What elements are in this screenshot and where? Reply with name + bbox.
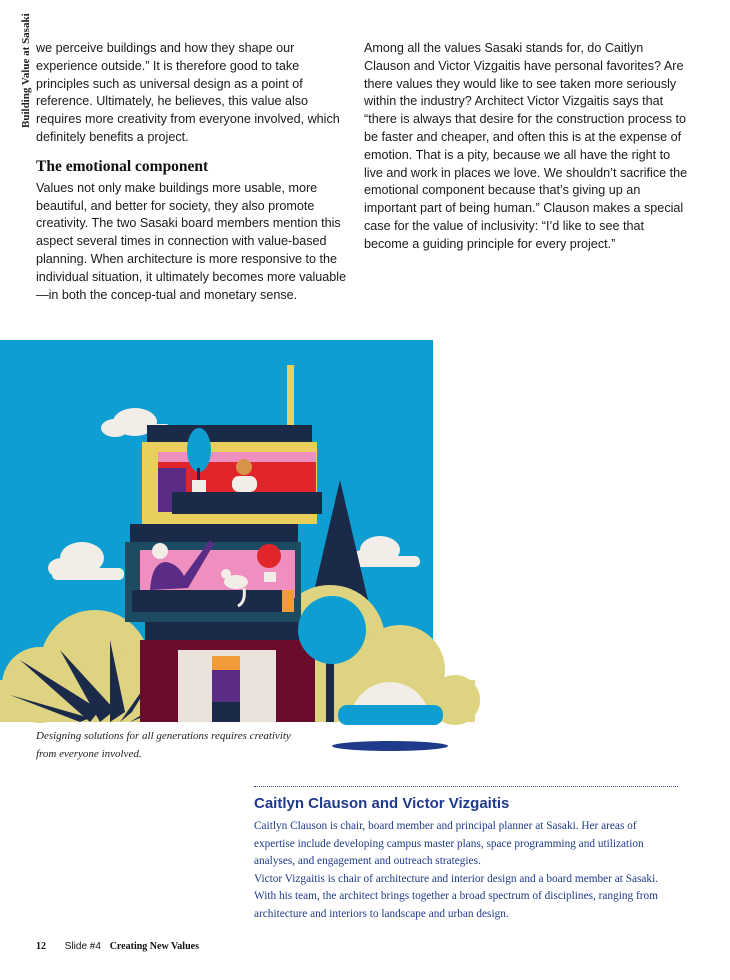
slide-label: Slide #4	[64, 941, 101, 952]
page-number: 12	[36, 941, 46, 952]
section-name: Creating New Values	[109, 941, 199, 952]
woman-icon	[152, 543, 168, 559]
illustration	[0, 340, 480, 755]
section-heading: The emotional component	[36, 157, 209, 175]
dotted-divider	[254, 786, 678, 787]
bio-paragraph-1: Caitlyn Clauson is chair, board member and principal planner at Sasaki. Her areas of expertise include developing campus master plans, space programming and utilization analyses, and engagement and outreach strategies.	[254, 820, 644, 868]
right-paragraph-1: Among all the values Sasaki stands for, do Caitlyn Clauson and Victor Vizgaitis have personal favorites? Are there values they would like to see taken more seriously within the industry? Architect Victor Vizgaitis says that “there is always that desire for the construction process to be faster and cheaper, and often this is at the expense of emotion. That is a pity, because we all have the right to live and work in places we love. We shouldn’t sacrifice the emotional component because that’s giving up an important part of being human.” Clauson makes a special case for the value of inclusivity: “I’d like to see that become a guiding principle for every project.”	[364, 41, 688, 251]
left-column	[36, 40, 354, 304]
bio-box	[254, 786, 678, 924]
blue-tree	[298, 596, 366, 664]
page-footer	[36, 941, 199, 952]
bio-paragraph-2: Victor Vizgaitis is chair of architecture and interior design and a board member at Sasaki. With his team, the architect brings together a broad spectrum of disciplines, ranging from architecture and interiors to landscape and urban design.	[254, 872, 659, 920]
red-plant-icon	[257, 544, 281, 568]
shadow	[332, 741, 448, 751]
left-paragraph-1: we perceive buildings and how they shape our experience outside.” It is therefore good to take principles such as universal design as a point of reference. Ultimately, he believes, this value also requires more creativity from everyone involved, which definitely benefits a project.	[36, 41, 340, 144]
left-paragraph-2: Values not only make buildings more usable, more beautiful, and better for society, they also promote creativity. The two Sasaki board members mention this aspect several times in connection with value-based planning. When architecture is more responsive to the individual situation, it ultimately becomes more valuable—in both the concep-tual and monetary sense.	[36, 180, 347, 302]
roof-top	[147, 425, 312, 443]
running-head-text: Building Value at Sasaki	[20, 13, 32, 128]
figure-caption: Designing solutions for all generations requires creativity from everyone involved.	[36, 730, 291, 760]
middle-roof	[130, 524, 298, 542]
top-balcony	[172, 492, 322, 514]
water-bench	[338, 705, 443, 725]
bio-title: Caitlyn Clauson and Victor Vizgaitis	[254, 795, 510, 812]
middle-balcony	[132, 590, 292, 612]
lower-roof	[145, 622, 310, 640]
running-head	[6, 13, 32, 130]
top-plant-icon	[187, 428, 211, 472]
person-top-icon	[236, 459, 252, 475]
right-column	[364, 40, 690, 254]
antenna	[287, 365, 294, 425]
